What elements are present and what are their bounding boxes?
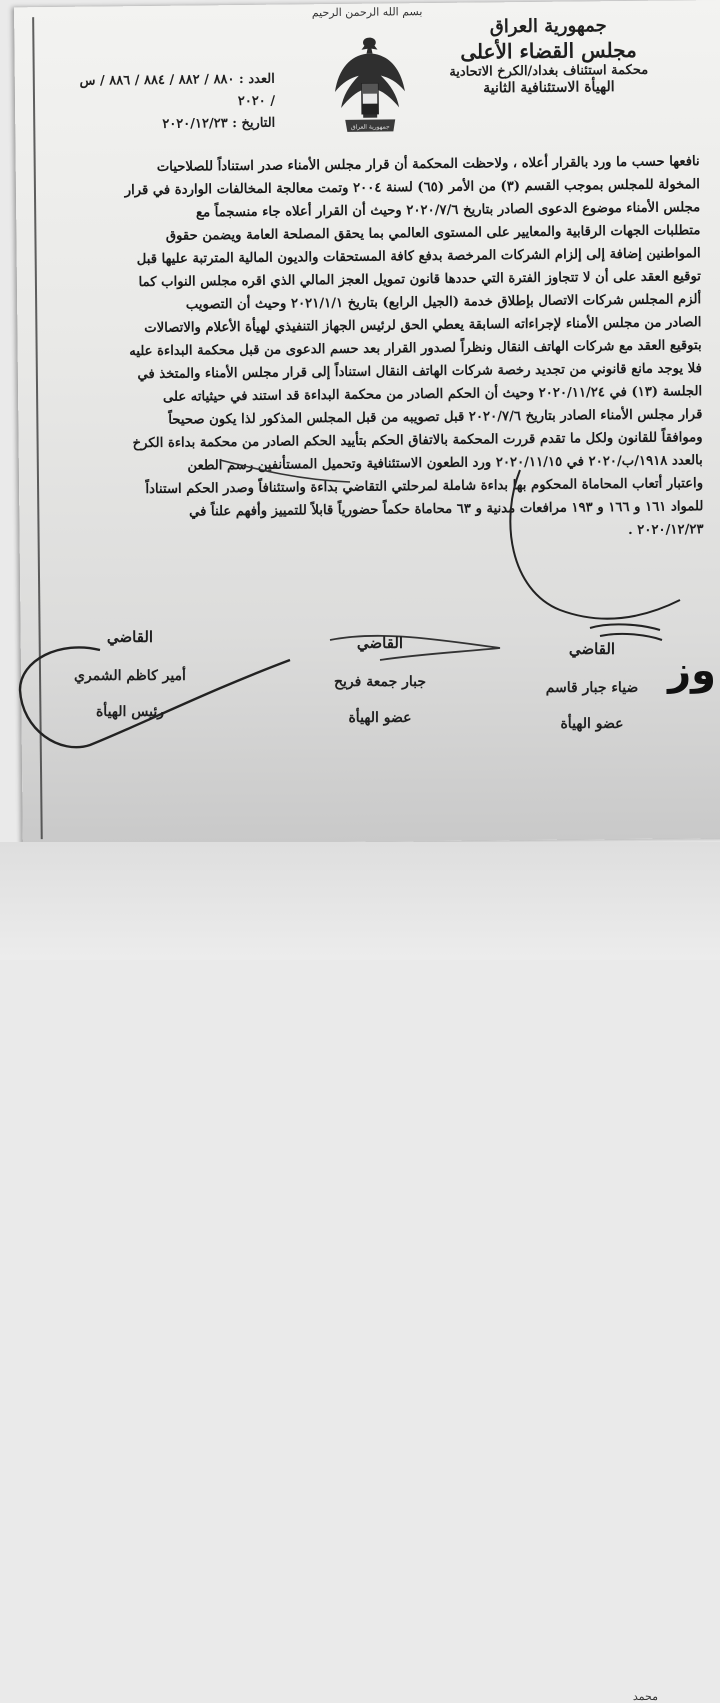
signature-title: القاضي — [568, 640, 616, 658]
text-line: قرار مجلس الأمناء الصادر بتاريخ ٢٠٢٠/٧/٦ قبل تصويبه من قبل المجلس المذكور لذا يكون صحيحاً — [168, 407, 703, 428]
text-line: المخولة للمجلس بموجب القسم (٣) من الأمر (٦٥) لسنة ٢٠٠٤ وتمت معالجة المخالفات الواردة في قرار — [124, 177, 701, 199]
text-line: وموافقاً للقانون ولكل ما تقدم قررت المحكمة بالاتفاق الحكم بتأييد الحكم الصادر من محكمة بداءة الكرخ — [132, 430, 703, 452]
signature-role: عضو الهيأة — [348, 710, 412, 726]
signature-role: عضو الهيأة — [560, 716, 624, 732]
number-line — [75, 69, 275, 115]
text-line: الصادر من مجلس الأمناء لإجراءاته السابقة يعطي الحق لرئيس الجهاز التنفيذي لهيأة الأعلام والاتصالات — [144, 315, 702, 337]
judge-member-right — [512, 640, 672, 732]
text-line: مجلس الأمناء موضوع الدعوى الصادر بتاريخ ٢٠٢٠/٧/٦ وحيث أن القرار أعلاه جاء منسجماً مع — [195, 200, 701, 221]
text-line: فلا يوجد مانع قانوني من تجديد رخصة شركات الهاتف النقال استناداً إلى قرار مجلس الأمناء والمتخذ في — [137, 361, 702, 383]
number-label: العدد : — [238, 71, 275, 88]
date-value: ٢٠٢٠/١٢/٢٣ — [162, 116, 228, 133]
signature-name: أمير كاظم الشمري — [74, 668, 186, 684]
issuer-header — [398, 14, 699, 98]
text-line: للمواد ١٦١ و ١٦٦ و ١٩٣ مرافعات مدنية و ٦٣ محاماة حكماً حضورياً قابلاً للتمييز وأفهم علناً في — [189, 499, 704, 520]
panel-name: الهيأة الاستئنافية الثانية — [483, 78, 615, 97]
text-line: ألزم المجلس شركات الاتصال بإطلاق خدمة (الجيل الرابع) بتاريخ ٢٠٢١/١/١ وحيث أن التصويب — [185, 292, 702, 313]
date-label: التاريخ : — [232, 115, 276, 132]
date-line — [75, 113, 275, 137]
basmala: بسم الله الرحمن الرحيم — [311, 5, 423, 20]
judge-member-middle — [300, 634, 460, 726]
council-name: مجلس القضاء الأعلى — [460, 37, 637, 64]
text-line: بتوقيع العقد مع شركات الهاتف النقال ونظراً لصدور القرار بعد حسم الدعوى من قبل محكمة البداءة عليه — [129, 338, 702, 360]
text-line: متطلبات الجهات الرقابية والمعايير على المستوى العالمي بما يحقق المصلحة العامة ويضمن حقوق — [165, 223, 701, 244]
signature-name: جبار جمعة فريح — [333, 674, 426, 690]
reference-block — [75, 69, 276, 137]
country-name: جمهورية العراق — [489, 15, 607, 38]
footer-note: محمد — [632, 1690, 658, 1703]
court-name: محكمة استئناف بغداد/الكرخ الاتحادية — [449, 62, 649, 80]
signature-title: القاضي — [106, 628, 154, 646]
number-value: ٨٨٠ / ٨٨٢ / ٨٨٤ / ٨٨٦ / س / ٢٠٢٠ — [79, 72, 276, 110]
text-line: واعتبار أتعاب المحاماة المحكوم بها بداءة شاملة لمرحلتي التقاضي بداءة واستئنافاً وصدر الحكم استناداً — [145, 476, 704, 498]
text-line: توقيع العقد على أن لا تتجاوز الفترة التي حددها قانون تمويل العجز المالي الذي اقره مجلس النواب كما — [138, 269, 701, 291]
judge-president-left — [50, 628, 210, 720]
text-line: ٢٠٢٠/١٢/٢٣ . — [627, 522, 704, 538]
text-line: بالعدد ١٩١٨/ب/٢٠٢٠ في ٢٠٢٠/١١/١٥ ورد الطعون الاستئنافية وتحميل المستأنفين رسم الطعن — [187, 453, 703, 474]
text-line: المواطنين إضافة إلى إلزام الشركات المرخصة بدفع كافة المستحقات والديون المالية المترتبة عليها قبل — [136, 246, 701, 268]
signature-name: ضياء جبار قاسم — [545, 680, 639, 696]
bottom-paper-strip — [0, 842, 720, 1703]
source-watermark: وز — [668, 648, 716, 694]
text-line: نافعها حسب ما ورد بالقرار أعلاه ، ولاحظت المحكمة أن قرار مجلس الأمناء صدر استناداً للصلاحيات — [156, 154, 700, 175]
text-line: الجلسة (١٣) في ٢٠٢٠/١١/٢٤ وحيث أن الحكم الصادر من محكمة البداءة قد استند في حيثياته على — [162, 384, 703, 405]
judgment-text — [40, 150, 704, 548]
signature-title: القاضي — [356, 634, 404, 652]
emblem-caption: جمهورية العراق — [350, 123, 390, 131]
iraq-emblem-icon — [330, 33, 409, 146]
signature-role: رئيس الهيأة — [95, 704, 165, 720]
